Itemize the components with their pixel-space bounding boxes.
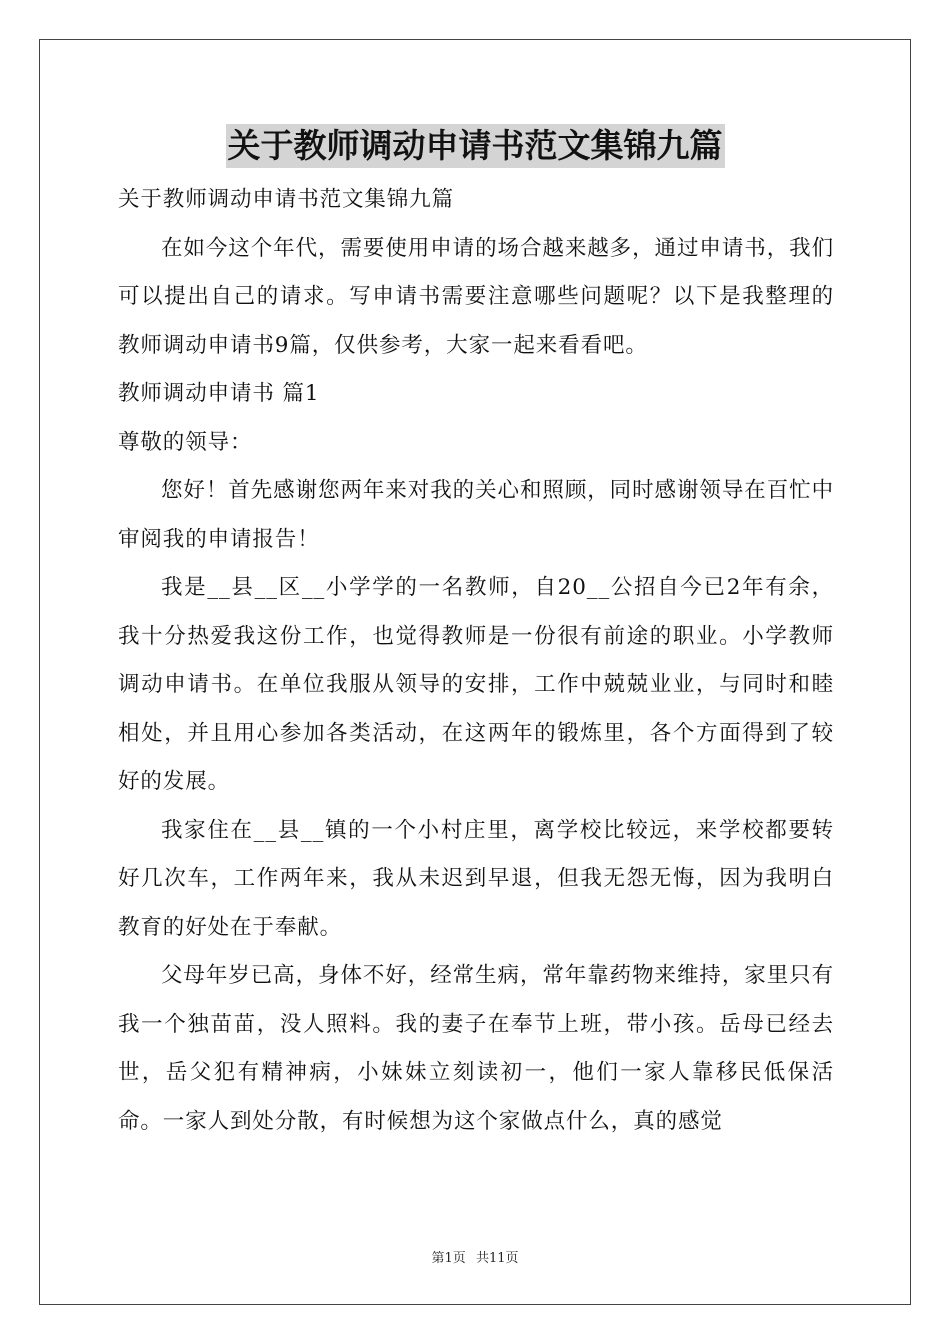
- paragraph-salutation: 尊敬的领导：: [118, 429, 253, 455]
- page-total: 共11页: [475, 1251, 519, 1266]
- paragraph-home: 我家住在__县__镇的一个小村庄里，离学校比较远，来学校都要转好几次车，工作两年来，我从未迟到早退，但我无怨无悔，因为我明白教育的好处在于奉献。: [118, 817, 834, 940]
- document-title: 关于教师调动申请书范文集锦九篇: [226, 124, 725, 168]
- document-body: [118, 176, 834, 1146]
- paragraph-self-intro: 我是__县__区__小学学的一名教师，自20__公招自今已2年有余，我十分热爱我这份工作，也觉得教师是一份很有前途的职业。小学教师调动申请书。在单位我服从领导的安排，工作中兢兢业业，与同时和睦相处，并且用心参加各类活动，在这两年的锻炼里，各个方面得到了较好的发展。: [118, 575, 834, 794]
- page-footer: [0, 1247, 950, 1266]
- title-container: [0, 124, 950, 168]
- paragraph-family: 父母年岁已高，身体不好，经常生病，常年靠药物来维持，家里只有我一个独苗苗，没人照料。我的妻子在奉节上班，带小孩。岳母已经去世，岳父犯有精神病，小妹妹立刻读初一，他们一家人靠移民低保活命。一家人到处分散，有时候想为这个家做点什么，真的感觉: [118, 963, 834, 1134]
- page-number: 第1页: [431, 1251, 466, 1266]
- paragraph-greeting: 您好！首先感谢您两年来对我的关心和照顾，同时感谢领导在百忙中审阅我的申请报告！: [118, 478, 834, 552]
- paragraph-subtitle: 关于教师调动申请书范文集锦九篇: [118, 187, 455, 212]
- paragraph-intro: 在如今这个年代，需要使用申请的场合越来越多，通过申请书，我们可以提出自己的请求。写申请书需要注意哪些问题呢？以下是我整理的教师调动申请书9篇，仅供参考，大家一起来看看吧。: [118, 235, 834, 358]
- paragraph-section-heading: 教师调动申请书 篇1: [118, 381, 320, 406]
